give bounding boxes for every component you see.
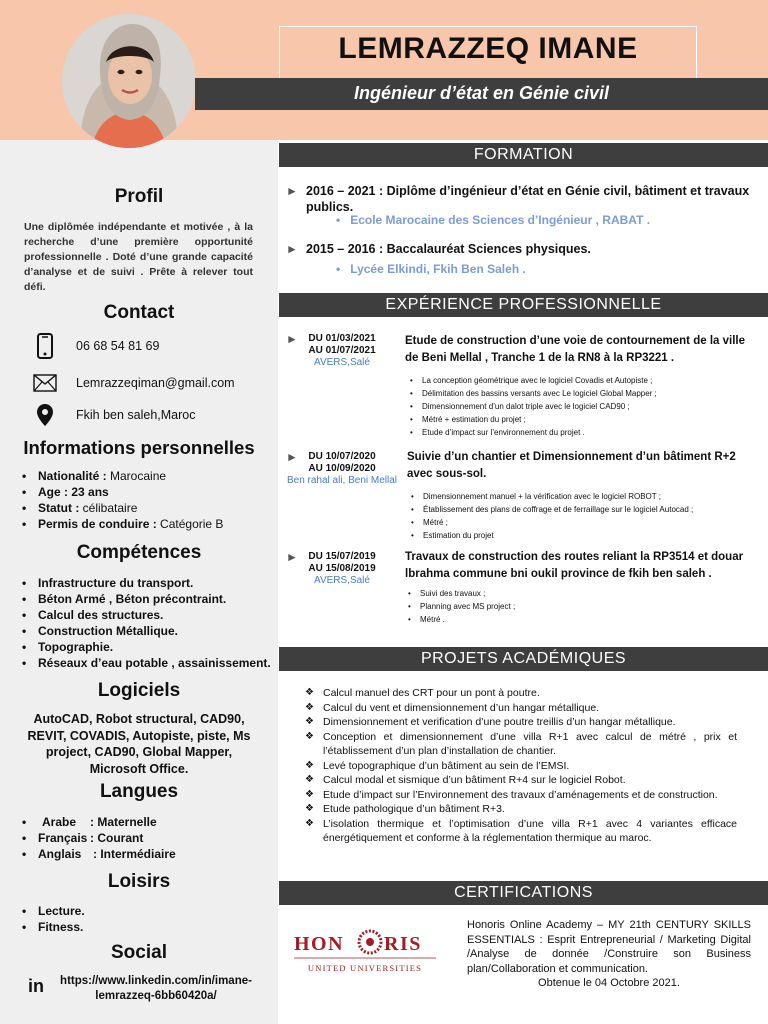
task-item: • Estimation du projet (409, 529, 754, 542)
contact-phone[interactable] (32, 333, 159, 359)
task-item: • Métré + estimation du projet ; (408, 413, 748, 426)
task-item: • Délimitation des bassins versants avec Le logiciel Global Mapper ; (408, 387, 748, 400)
langue-item: • Français: Courant (20, 830, 260, 846)
projet-item: ❖ Calcul modal et sismique d’un bâtiment R+4 sur le logiciel Robot. (305, 773, 737, 788)
projet-item: ❖ Conception et dimensionnement d’une villa R+1 avec calcul de métré , prix et l’établissement d’un plan d’installation de chantier. (305, 730, 737, 759)
experience-tasks (406, 587, 746, 626)
loisir-item: • Lecture. (20, 903, 260, 919)
arrow-icon: ► (286, 184, 298, 198)
email-address: Lemrazzeqiman@gmail.com (76, 376, 235, 390)
contact-location (32, 402, 196, 428)
formation-school: • Ecole Marocaine des Sciences d’Ingénieur , RABAT . (336, 213, 651, 227)
logo-subtitle: UNITED UNIVERSITIES (307, 963, 423, 973)
email-icon (32, 370, 58, 396)
certification-date: Obtenue le 04 Octobre 2021. (538, 977, 680, 989)
task-item: • La conception géométrique avec le logiciel Covadis et Autopiste ; (408, 374, 748, 387)
arrow-icon: ► (286, 332, 298, 346)
experience-title: Etude de construction d’une voie de contournement de la ville de Beni Mellal , Tranche 1 de la RN8 à la RP3221 . (405, 335, 745, 364)
logiciels-text: AutoCAD, Robot structural, CAD90, REVIT, COVADIS, Autopiste, piste, Ms project, CAD90, Global Mapper, Microsoft Office. (27, 712, 251, 776)
experience-title: Suivie d’un chantier et Dimensionnement d’un bâtiment R+2 avec sous-sol. (407, 451, 736, 480)
task-item: • Établissement des plans de coffrage et de ferraillage sur le logiciel Autocad ; (409, 503, 754, 516)
langue-item: • Arabe: Maternelle (20, 814, 260, 830)
arrow-icon: ► (286, 450, 298, 464)
langue-item: • Anglais: Intermédiaire (20, 846, 260, 862)
contact-heading: Contact (103, 302, 175, 323)
langues-list (20, 814, 260, 862)
formation-school: • Lycée Elkindi, Fkih Ben Saleh . (336, 262, 526, 276)
competence-item: • Calcul des structures. (20, 607, 276, 623)
contact-email[interactable] (32, 370, 235, 396)
social-heading: Social (111, 942, 167, 963)
info-heading: Informations personnelles (23, 437, 255, 458)
langues-heading: Langues (99, 781, 179, 802)
projet-item: ❖ Dimensionnement et verification d’une poutre treillis d’un hangar métallique. (305, 715, 737, 730)
task-item: • Métré ; (409, 516, 754, 529)
honoris-logo (292, 926, 438, 976)
experience-tasks (409, 490, 754, 542)
logo-text-left: HON (294, 933, 345, 955)
projets-header: PROJETS ACADÉMIQUES (279, 647, 768, 671)
competences-list (20, 575, 276, 671)
logo-text-right: RIS (384, 933, 422, 955)
projet-item: ❖ Levé topographique d’un bâtiment au sein de l’EMSI. (305, 759, 737, 774)
competence-item: • Béton Armé , Béton précontraint. (20, 591, 276, 607)
phone-icon (32, 333, 58, 359)
profil-heading: Profil (114, 186, 164, 207)
experience-title: Travaux de construction des routes reliant la RP3514 et douar lbrahma commune bni oukil province de fkih ben saleh . (405, 551, 744, 580)
experience-header: EXPÉRIENCE PROFESSIONNELLE (279, 293, 768, 317)
info-item: • Nationalité : Marocaine (20, 468, 260, 484)
projet-item: ❖ Etude pathologique d’un bâtiment R+3. (305, 802, 737, 817)
profile-photo (62, 14, 196, 148)
arrow-icon: ► (286, 550, 298, 564)
location-text: Fkih ben saleh,Maroc (76, 408, 196, 422)
competence-item: • Construction Métallique. (20, 623, 276, 639)
formation-header: FORMATION (279, 143, 768, 167)
competence-item: • Topographie. (20, 639, 276, 655)
info-item: • Age : 23 ans (20, 484, 260, 500)
competence-item: • Réseaux d’eau potable , assainissement. (20, 655, 276, 671)
competences-heading: Compétences (76, 542, 202, 563)
task-item: • Métré . (406, 613, 746, 626)
certification-description: Honoris Online Academy – MY 21th CENTURY SKILLS ESSENTIALS : Esprit Entrepreneurial / Marketing Digital /Analyse de donnée /Construire son Business plan/Collaboration et communication. (467, 919, 751, 975)
loisirs-heading: Loisirs (107, 871, 171, 892)
profil-text: Une diplômée indépendante et motivée , à la recherche d’une première opportunité professionnelle . Doté d’une grande capacité d’analyse et de suivi . Prête à relever tout défi. (24, 221, 253, 293)
formation-item: ► 2016 – 2021 : Diplôme d’ingénieur d’état en Génie civil, bâtiment et travaux publics. (286, 184, 750, 214)
loisir-item: • Fitness. (20, 919, 260, 935)
projet-item: ❖ Calcul manuel des CRT pour un pont à poutre. (305, 686, 737, 701)
candidate-role: Ingénieur d’état en Génie civil (353, 83, 610, 103)
task-item: • Etude d’impact sur l’environnement du projet . (408, 426, 748, 439)
location-pin-icon (32, 402, 58, 428)
candidate-name: LEMRAZZEQ IMANE (338, 32, 638, 65)
task-item: • Suivi des travaux ; (406, 587, 746, 600)
logiciels-heading: Logiciels (97, 680, 181, 701)
phone-number: 06 68 54 81 69 (76, 339, 160, 353)
linkedin-icon: in (28, 976, 44, 996)
info-list (20, 468, 260, 532)
projet-item: ❖ Calcul du vent et dimensionnement d’un hangar métallique. (305, 701, 737, 716)
experience-dates: ► DU 15/07/2019 AU 15/08/2019 AVERS,Salé (286, 550, 376, 586)
competence-item: • Infrastructure du transport. (20, 575, 276, 591)
projet-item: ❖ Etude d’impact sur l’Environnement des travaux d’aménagements et de construction. (305, 788, 737, 803)
projet-item: ❖ L’isolation thermique et l’optimisation d’une villa R+1 avec 4 variantes efficace énergétiquement et conforme à la réglementation thermique au maroc. (305, 817, 737, 846)
task-item: • Planning avec MS project ; (406, 600, 746, 613)
experience-dates: ► DU 10/07/2020 AU 10/09/2020 Ben rahal ali, Beni Mellal (286, 450, 398, 486)
certifications-header: CERTIFICATIONS (279, 881, 768, 905)
arrow-icon: ► (286, 242, 298, 256)
task-item: • Dimensionnement d’un dalot triple avec le logiciel CAD90 ; (408, 400, 748, 413)
linkedin-url[interactable]: https://www.linkedin.com/in/imane-lemrazzeq-6bb60420a/ (60, 975, 252, 1002)
loisirs-list (20, 903, 260, 935)
task-item: • Dimensionnement manuel + la vérification avec le logiciel ROBOT ; (409, 490, 754, 503)
info-item: • Statut : célibataire (20, 500, 260, 516)
projets-list (305, 686, 737, 846)
formation-item: ► 2015 – 2016 : Baccalauréat Sciences physiques. (286, 242, 591, 256)
experience-tasks (408, 374, 748, 439)
info-item: • Permis de conduire : Catégorie B (20, 516, 260, 532)
social-linkedin[interactable] (28, 974, 254, 1004)
experience-dates: ► DU 01/03/2021 AU 01/07/2021 AVERS,Salé (286, 332, 376, 368)
